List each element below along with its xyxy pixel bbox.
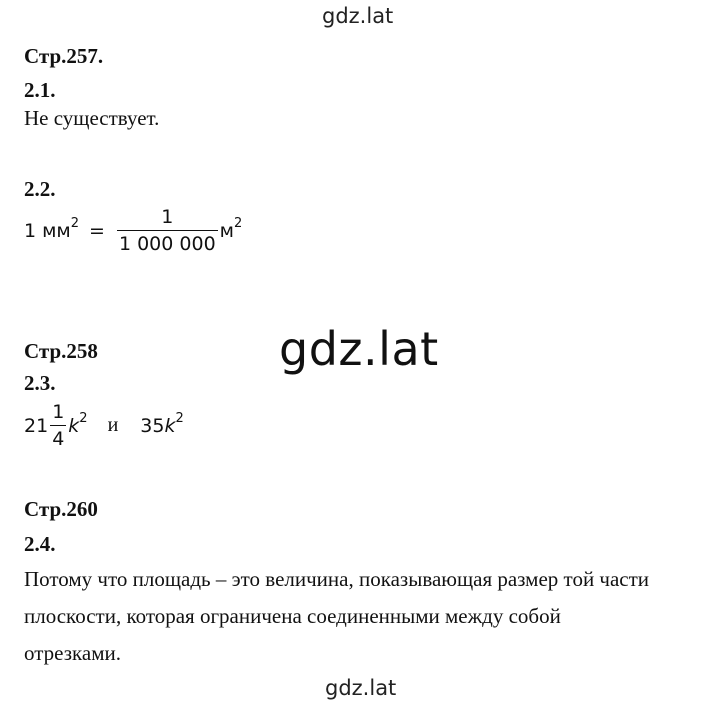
formula-fraction	[117, 206, 218, 255]
fraction-numerator: 1	[161, 206, 174, 228]
page-heading-260: Стр.260	[24, 497, 98, 521]
formula-variable: k	[68, 414, 80, 437]
task-number-2-2: 2.2.	[24, 177, 56, 201]
answer-line: отрезками.	[24, 641, 122, 665]
task-number-2-3: 2.3.	[24, 371, 56, 395]
watermark-top: gdz.lat	[322, 4, 394, 28]
fraction-numerator: 1	[52, 401, 65, 423]
page-heading-258: Стр.258	[24, 339, 98, 363]
formula-second-coefficient: 35	[140, 414, 165, 437]
answer-line: Потому что площадь – это величина, показывающая размер той части	[24, 567, 650, 591]
formula-lhs-number: 1	[24, 219, 37, 242]
formula-2-3	[24, 401, 184, 450]
answer-2-4	[24, 561, 649, 672]
task-number-2-4: 2.4.	[24, 532, 56, 556]
formula-fraction-quarter	[50, 401, 66, 450]
formula-equals: =	[89, 219, 105, 242]
page-heading-257: Стр.257.	[24, 44, 104, 68]
formula-exponent: 2	[79, 411, 88, 426]
formula-rhs-unit: м	[219, 219, 235, 242]
watermark-bottom: gdz.lat	[325, 676, 397, 700]
formula-2-2	[24, 206, 242, 255]
fraction-denominator: 4	[52, 428, 65, 450]
answer-2-1: Не существует.	[24, 106, 160, 130]
answer-line: плоскости, которая ограничена соединенными между собой	[24, 604, 561, 628]
formula-second-exponent: 2	[175, 411, 184, 426]
fraction-denominator: 1 000 000	[118, 233, 216, 255]
formula-second-variable: k	[164, 414, 176, 437]
formula-whole-part: 21	[24, 414, 49, 437]
formula-lhs-unit: мм	[42, 219, 71, 242]
task-number-2-1: 2.1.	[24, 78, 56, 102]
formula-lhs-exponent: 2	[70, 216, 80, 231]
formula-rhs-exponent: 2	[234, 216, 243, 231]
formula-conjunction: и	[107, 414, 119, 436]
watermark-middle: gdz.lat	[279, 322, 439, 376]
